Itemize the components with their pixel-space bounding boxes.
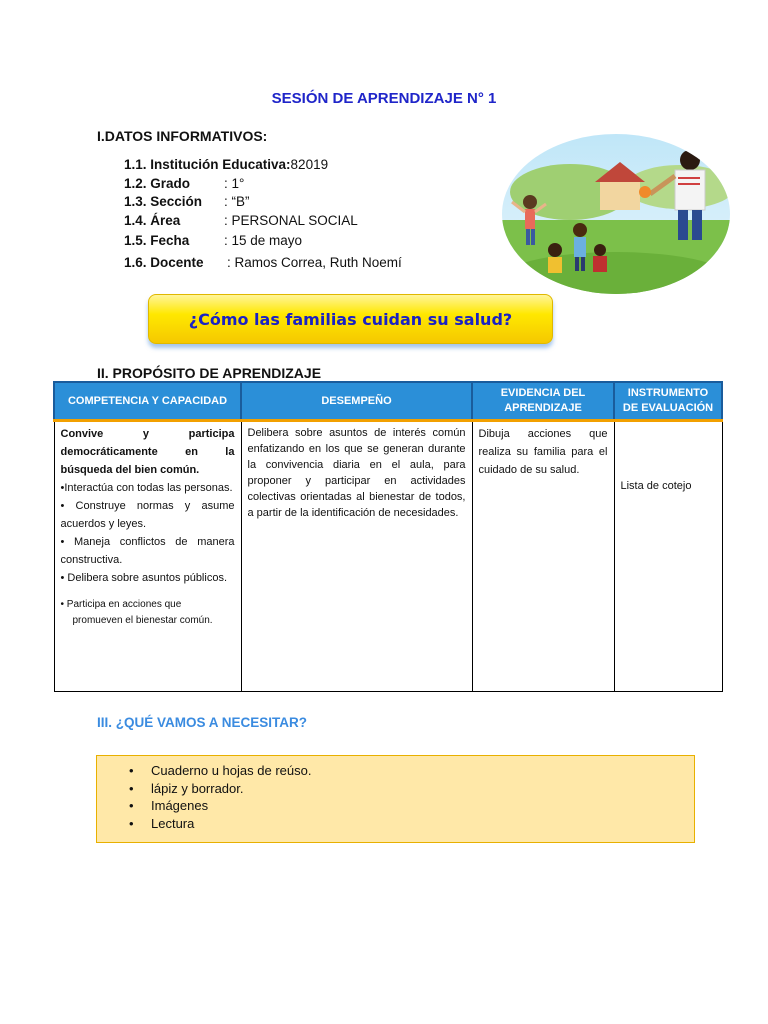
info-value: : PERSONAL SOCIAL (224, 213, 358, 228)
cell-competencia (54, 421, 241, 692)
section-2-heading: II. PROPÓSITO DE APRENDIZAJE (97, 365, 322, 381)
cell-evidencia (472, 421, 614, 692)
question-banner (148, 294, 553, 344)
info-value: : “B” (224, 194, 250, 209)
info-row-grado (124, 176, 244, 194)
question-text: ¿Cómo las familias cuidan su salud? (188, 309, 513, 329)
capacidad-item: •Interactúa con todas las personas. (60, 482, 233, 494)
info-row-institucion (124, 157, 328, 175)
info-row-fecha (124, 233, 302, 251)
capacidad-item: • Maneja conflictos de manera constructiva. (60, 536, 235, 566)
info-value: : 15 de mayo (224, 233, 303, 248)
children-playing-illustration (500, 132, 732, 296)
header-evidencia: EVIDENCIA DEL APRENDIZAJE (472, 382, 614, 421)
info-row-docente (124, 255, 402, 273)
list-item: • Lectura (151, 815, 694, 833)
desempeno-text: Delibera sobre asuntos de interés común enfatizando en los que se generan durante la convivencia diaria en el aula, para proponer y participar en actividades colectivas orientadas al bienestar de todos, a partir de la identificación de necesidades. (247, 427, 466, 519)
table-header-row (54, 382, 722, 421)
capacidad-item: • Construye normas y asume acuerdos y leyes. (60, 500, 235, 530)
header-instrumento: INSTRUMENTO DE EVALUACIÓN (614, 382, 722, 421)
info-row-seccion (124, 194, 250, 212)
competencia-title: Convive y participa democráticamente en la búsqueda del bien común. (60, 428, 235, 476)
section-1-heading: I.DATOS INFORMATIVOS: (97, 128, 268, 144)
page-title: SESIÓN DE APRENDIZAJE N° 1 (271, 90, 497, 107)
info-row-area (124, 213, 358, 231)
cell-desempeno (241, 421, 472, 692)
capacidad-extra (61, 597, 235, 629)
info-label: 1.1. Institución Educativa: (124, 157, 291, 172)
header-competencia: COMPETENCIA Y CAPACIDAD (54, 382, 241, 421)
list-item: • lápiz y borrador. (151, 780, 694, 798)
info-label: 1.5. Fecha (124, 233, 190, 248)
header-desempeno: DESEMPEÑO (241, 382, 472, 421)
info-label: 1.6. Docente (124, 255, 204, 270)
instrumento-text: Lista de cotejo (620, 479, 692, 492)
list-item: • Cuaderno u hojas de reúso. (151, 762, 694, 780)
learning-purpose-table (53, 381, 723, 692)
table-row (54, 421, 722, 692)
info-value: : Ramos Correa, Ruth Noemí (227, 255, 402, 270)
capacidad-extra-line: promueven el bienestar común. (72, 615, 213, 626)
capacidad-item: • Delibera sobre asuntos públicos. (60, 572, 227, 584)
info-value: : 1° (224, 176, 245, 191)
materials-box (96, 755, 695, 843)
capacidad-extra-line: • Participa en acciones que (60, 599, 182, 610)
info-label: 1.3. Sección (124, 194, 203, 209)
section-3-heading: III. ¿QUÉ VAMOS A NECESITAR? (97, 715, 308, 730)
materials-list (97, 762, 694, 832)
info-value: 82019 (290, 157, 329, 172)
info-label: 1.4. Área (124, 213, 181, 228)
cell-instrumento (614, 421, 722, 692)
evidencia-text: Dibuja acciones que realiza su familia para el cuidado de su salud. (478, 428, 608, 476)
list-item: • Imágenes (151, 797, 694, 815)
info-label: 1.2. Grado (124, 176, 191, 191)
